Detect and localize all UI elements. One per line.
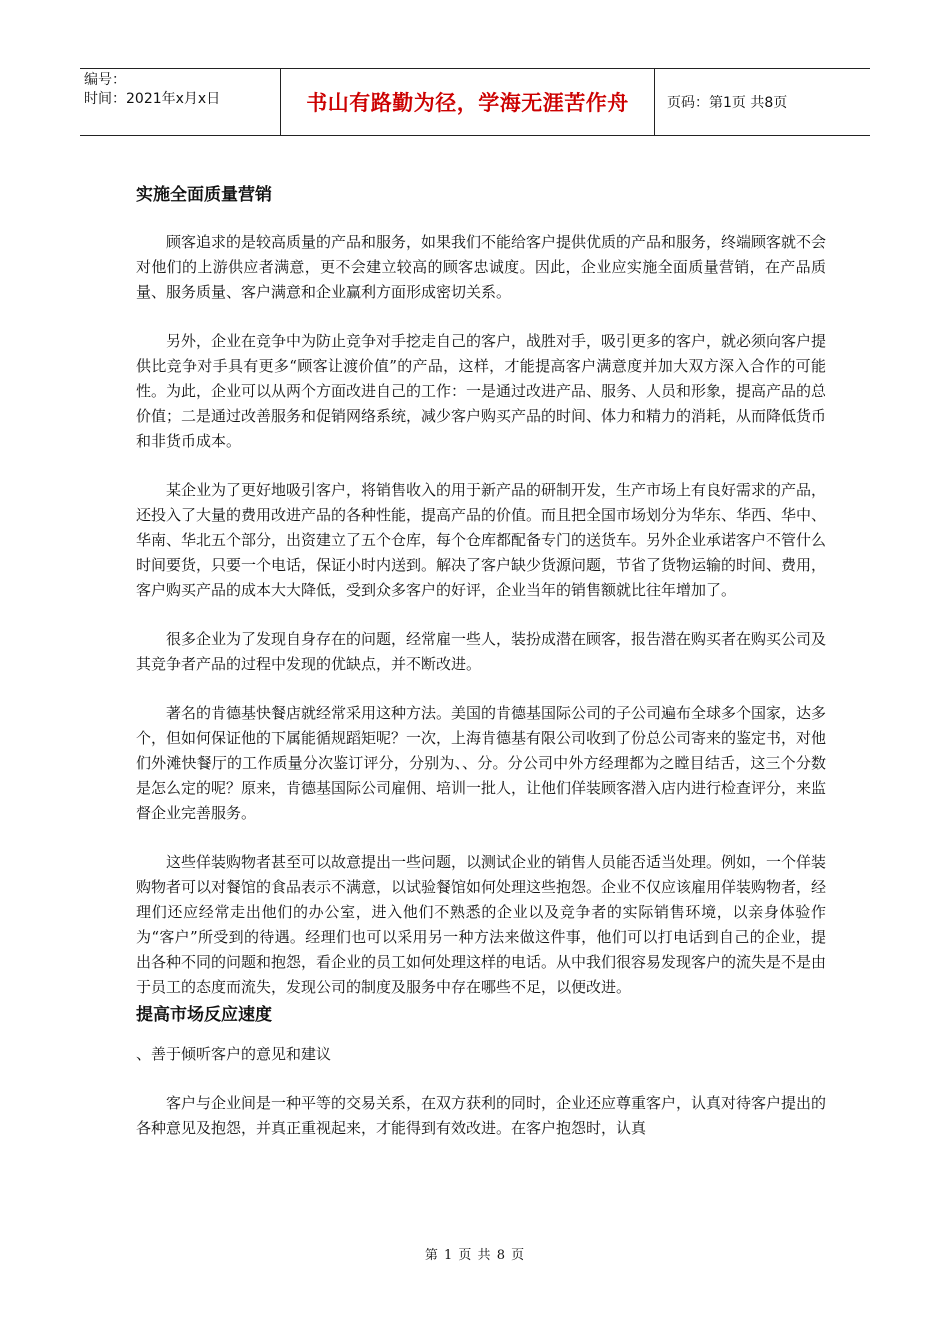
- header-meta: [80, 69, 281, 135]
- paragraph: 很多企业为了发现自身存在的问题，经常雇一些人，装扮成潜在顾客，报告潜在购买者在购买公司及其竞争者产品的过程中发现的优缺点，并不断改进。: [136, 630, 827, 673]
- paragraph: 顾客追求的是较高质量的产品和服务，如果我们不能给客户提供优质的产品和服务，终端顾客就不会对他们的上游供应者满意，更不会建立较高的顾客忠诚度。因此，企业应实施全面质量营销，在产品质量、服务质量、客户满意和企业赢利方面形成密切关系。: [136, 233, 827, 301]
- paragraph: 另外，企业在竞争中为防止竞争对手挖走自己的客户，战胜对手，吸引更多的客户，就必须向客户提供比竞争对手具有更多“顾客让渡价值”的产品，这样，才能提高客户满意度并加大双方深入合作的可能性。为此，企业可以从两个方面改进自己的工作：一是通过改进产品、服务、人员和形象，提高产品的总价值；二是通过改善服务和促销网络系统，减少客户购买产品的时间、体力和精力的消耗，从而降低货币和非货币成本。: [136, 332, 827, 450]
- page-footer: 第 1 页 共 8 页: [424, 1248, 526, 1263]
- document-body: [136, 180, 826, 1141]
- header-motto: 书山有路勤为径，学海无涯苦作舟: [306, 91, 629, 115]
- paragraph: 这些佯装购物者甚至可以故意提出一些问题，以测试企业的销售人员能否适当处理。例如，一个佯装购物者可以对餐馆的食品表示不满意，以试验餐馆如何处理这些抱怨。企业不仅应该雇用佯装购物者，经理们还应经常走出他们的办公室，进入他们不熟悉的企业以及竞争者的实际销售环境，以亲身体验作为“客户”所受到的待遇。经理们也可以采用另一种方法来做这件事，他们可以打电话到自己的企业，提出各种不同的问题和抱怨，看企业的员工如何处理这样的电话。从中我们很容易发现客户的流失是不是由于员工的态度而流失，发现公司的制度及服务中存在哪些不足，以便改进。: [136, 853, 827, 996]
- page-header: [80, 68, 870, 136]
- paragraph: 客户与企业间是一种平等的交易关系，在双方获利的同时，企业还应尊重客户，认真对待客户提出的各种意见及抱怨，并真正重视起来，才能得到有效改进。在客户抱怨时，认真: [136, 1094, 827, 1137]
- header-motto-cell: [281, 69, 655, 135]
- doc-number-label: 编号：: [84, 72, 126, 88]
- section-title-market-response: 提高市场反应速度: [136, 1005, 272, 1025]
- header-page-info: 页码：第1页 共8页: [667, 95, 788, 111]
- paragraph: 某企业为了更好地吸引客户，将销售收入的用于新产品的研制开发，生产市场上有良好需求的产品，还投入了大量的费用改进产品的各种性能，提高产品的价值。而且把全国市场划分为华东、华西、华中、华南、华北五个部分，出资建立了五个仓库，每个仓库都配备专门的送货车。另外企业承诺客户不管什么时间要货，只要一个电话，保证小时内送到。解决了客户缺少货源问题，节省了货物运输的时间、费用，客户购买产品的成本大大降低，受到众多客户的好评，企业当年的销售额就比往年增加了。: [136, 481, 827, 599]
- doc-date-label: 时间：2021年x月x日: [84, 91, 221, 107]
- paragraph: 著名的肯德基快餐店就经常采用这种方法。美国的肯德基国际公司的子公司遍布全球多个国家，达多个，但如何保证他的下属能循规蹈矩呢？一次，上海肯德基有限公司收到了份总公司寄来的鉴定书，对他们外滩快餐厅的工作质量分次鉴订评分，分别为、、分。分公司中外方经理都为之瞠目结舌，这三个分数是怎么定的呢？原来，肯德基国际公司雇佣、培训一批人，让他们佯装顾客潜入店内进行检查评分，来监督企业完善服务。: [136, 704, 827, 822]
- section-title-quality-marketing: 实施全面质量营销: [136, 185, 272, 205]
- subheading-listen-to-customers: 、善于倾听客户的意见和建议: [136, 1045, 332, 1063]
- header-page-cell: [655, 69, 870, 135]
